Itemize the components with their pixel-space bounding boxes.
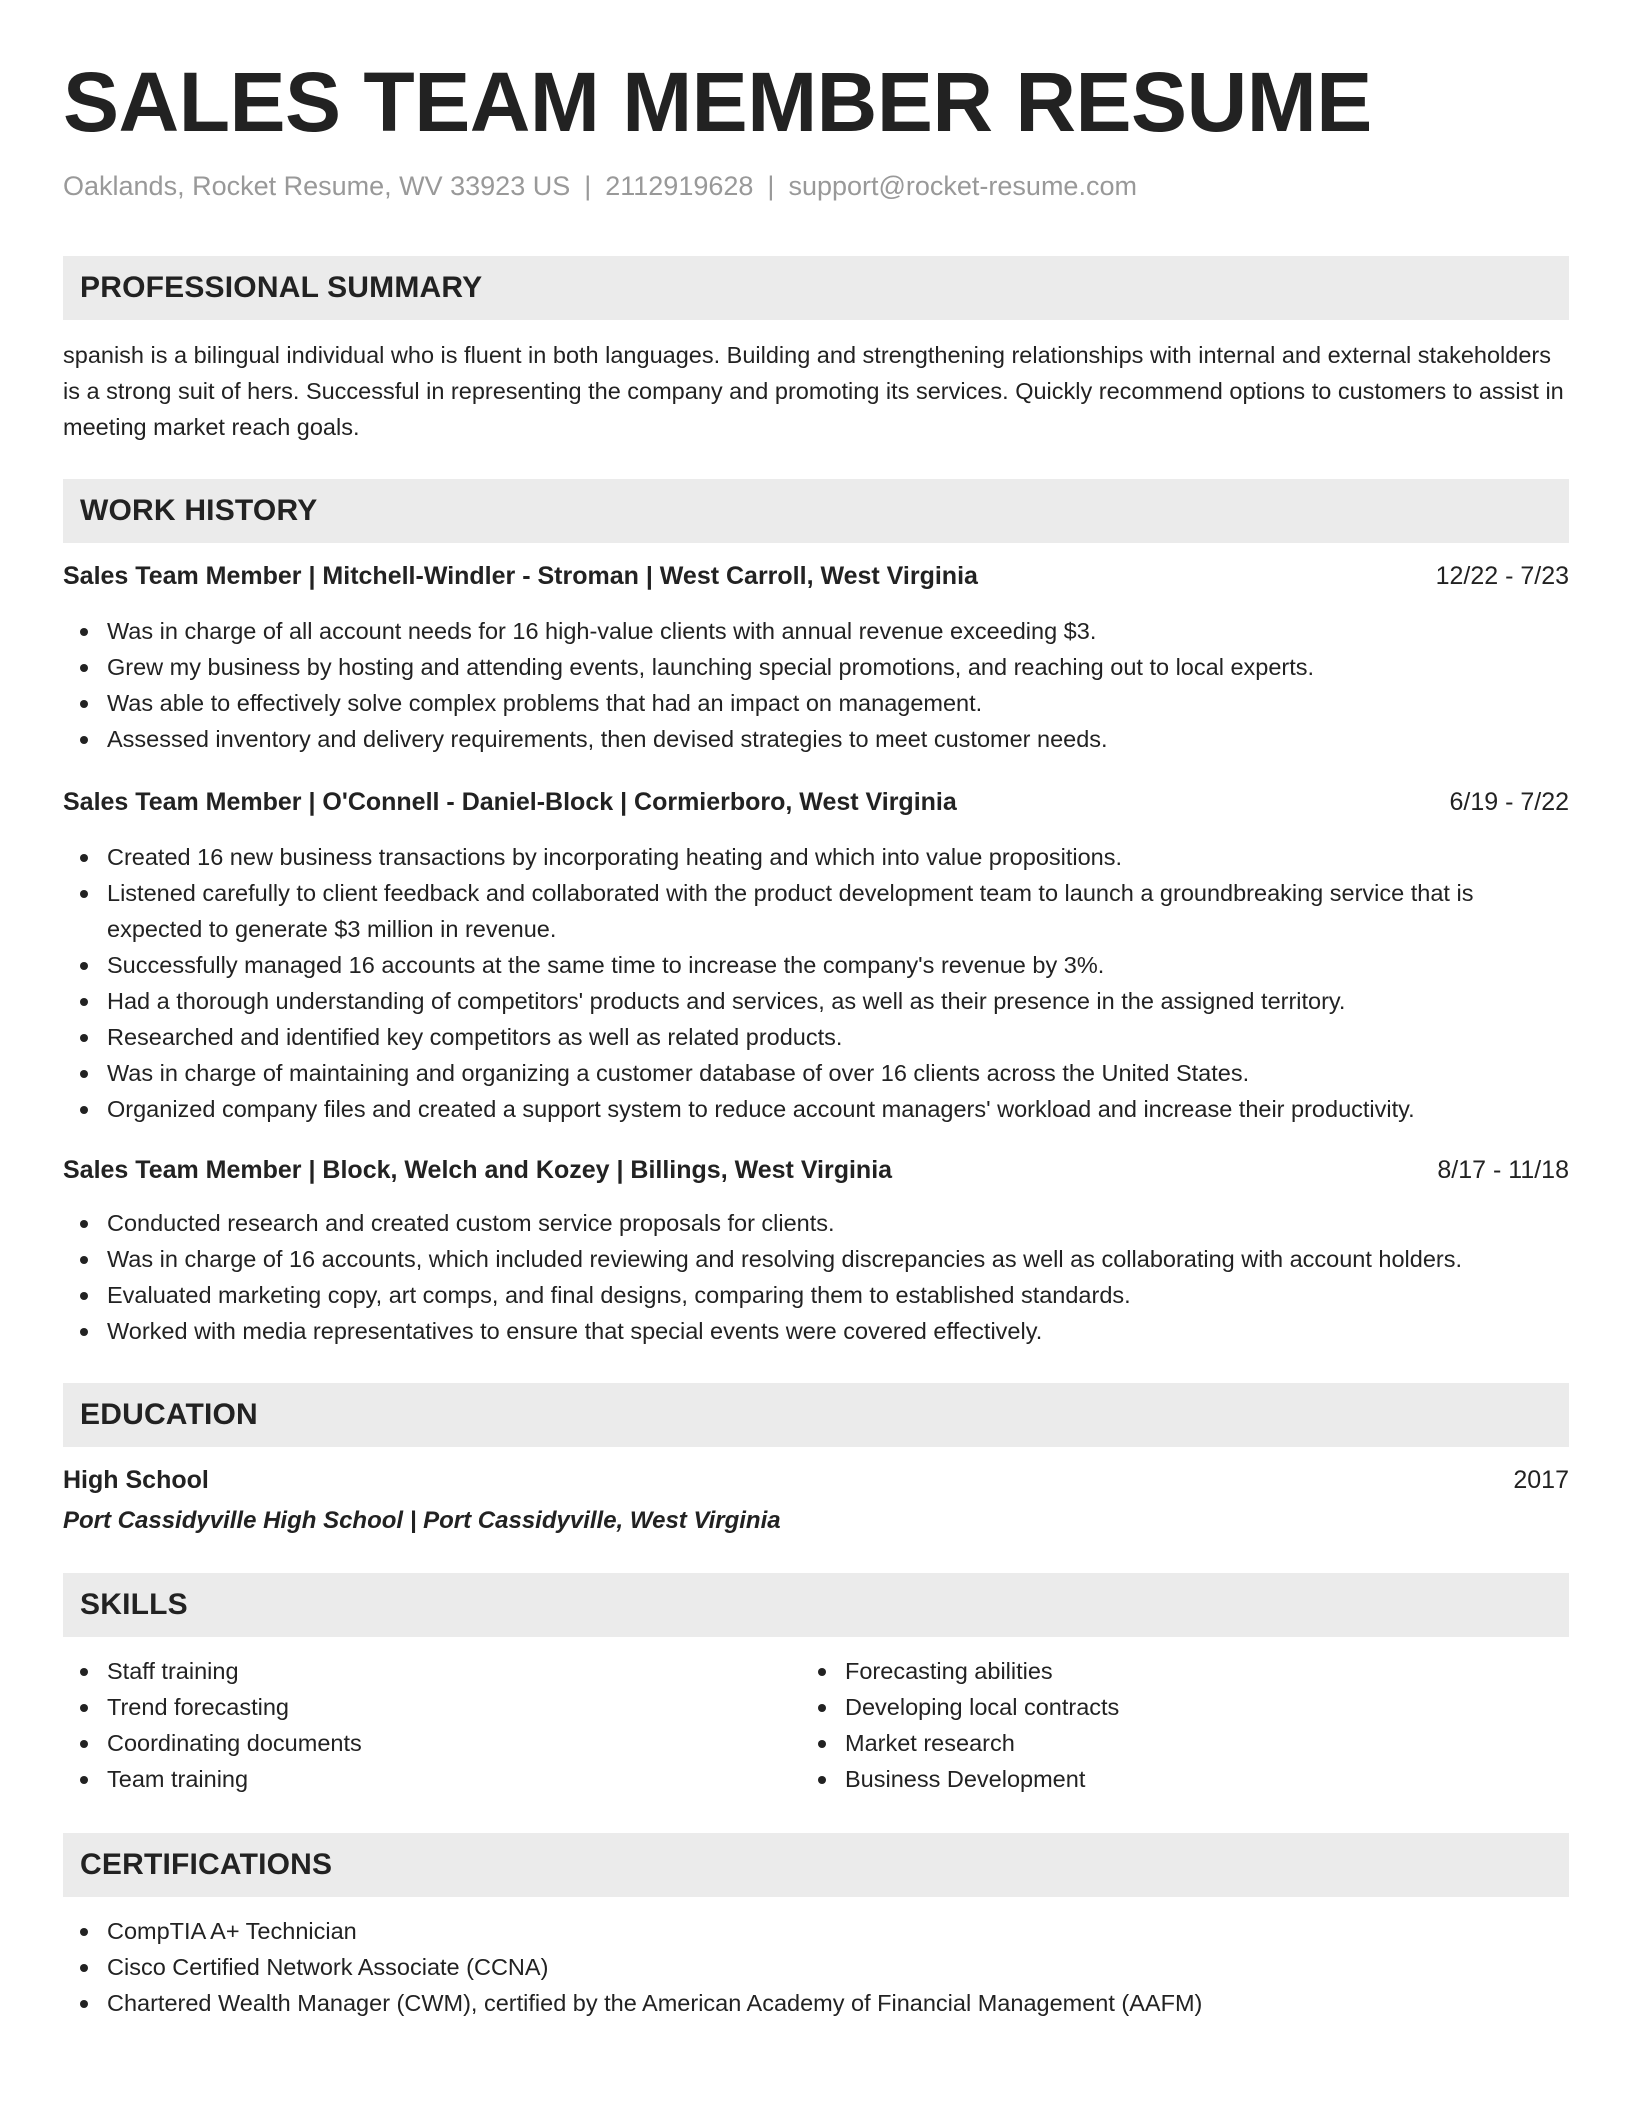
- contact-separator: |: [584, 171, 592, 201]
- education-degree: High School: [63, 1466, 209, 1495]
- job-bullets: [63, 613, 1569, 757]
- skill-item: [801, 1653, 1539, 1689]
- education-year: 2017: [1513, 1466, 1569, 1495]
- contact-email: support@rocket-resume.com: [788, 171, 1137, 201]
- job-title: Sales Team Member | Mitchell-Windler - Stroman | West Carroll, West Virginia: [63, 562, 978, 591]
- skill-item: [801, 1725, 1539, 1761]
- job-dates: 8/17 - 11/18: [1437, 1156, 1569, 1185]
- bullet-icon: [80, 736, 88, 744]
- skill-item: [63, 1653, 801, 1689]
- bullet-icon: [818, 1740, 826, 1748]
- job-bullets: [63, 1205, 1569, 1349]
- bullet-icon: [80, 1704, 88, 1712]
- section-header-work-history: WORK HISTORY: [63, 479, 1569, 543]
- job-header: [63, 787, 1569, 817]
- list-item: [63, 1055, 1569, 1091]
- bullet-icon: [80, 1964, 88, 1972]
- skill-text: Team training: [107, 1766, 249, 1793]
- bullet-text: Had a thorough understanding of competitors' products and services, as well as their presence in the assigned territory.: [107, 988, 1346, 1015]
- list-item: [63, 983, 1569, 1019]
- bullet-icon: [80, 1776, 88, 1784]
- resume-title: SALES TEAM MEMBER RESUME: [63, 55, 1372, 149]
- job-bullets: [63, 839, 1569, 1127]
- bullet-text: Was in charge of 16 accounts, which included reviewing and resolving discrepancies as well as collaborating with account holders.: [107, 1246, 1463, 1273]
- contact-line: [63, 170, 1569, 202]
- skill-text: Staff training: [107, 1658, 239, 1685]
- bullet-icon: [80, 1328, 88, 1336]
- skill-item: [63, 1725, 801, 1761]
- bullet-icon: [818, 1704, 826, 1712]
- job-entry: [63, 561, 1569, 757]
- skills-column-left: [63, 1653, 801, 1797]
- certification-text: Cisco Certified Network Associate (CCNA): [107, 1954, 549, 1981]
- bullet-text: Evaluated marketing copy, art comps, and final designs, comparing them to established standards.: [107, 1282, 1131, 1309]
- certification-text: Chartered Wealth Manager (CWM), certified by the American Academy of Financial Management (AAFM): [107, 1990, 1203, 2017]
- job-dates: 6/19 - 7/22: [1449, 788, 1569, 817]
- bullet-icon: [80, 854, 88, 862]
- skill-text: Market research: [845, 1730, 1015, 1757]
- bullet-text: Worked with media representatives to ensure that special events were covered effectively.: [107, 1318, 1043, 1345]
- skills-grid: [63, 1653, 1569, 1797]
- bullet-text: Organized company files and created a support system to reduce account managers' workload and increase their productivity.: [107, 1096, 1415, 1123]
- list-item: [63, 1091, 1569, 1127]
- bullet-icon: [80, 1034, 88, 1042]
- bullet-text: Was in charge of maintaining and organizing a customer database of over 16 clients across the United States.: [107, 1060, 1250, 1087]
- job-dates: 12/22 - 7/23: [1435, 562, 1569, 591]
- job-title: Sales Team Member | Block, Welch and Kozey | Billings, West Virginia: [63, 1156, 893, 1185]
- bullet-icon: [80, 664, 88, 672]
- list-item: [63, 875, 1569, 947]
- job-header: [63, 1155, 1569, 1185]
- bullet-icon: [80, 1256, 88, 1264]
- section-header-skills: SKILLS: [63, 1573, 1569, 1637]
- education-header: [63, 1465, 1569, 1495]
- bullet-icon: [80, 1070, 88, 1078]
- bullet-text: Created 16 new business transactions by incorporating heating and which into value propositions.: [107, 844, 1123, 871]
- summary-text: spanish is a bilingual individual who is fluent in both languages. Building and strengthening relationships with internal and external stakeholders is a strong suit of hers. Successful in representing the company and promoting its services. Quickly recommend options to customers to assist in meeting market reach goals.: [63, 342, 1564, 441]
- list-item: [63, 721, 1569, 757]
- bullet-text: Researched and identified key competitors as well as related products.: [107, 1024, 843, 1051]
- bullet-icon: [80, 1668, 88, 1676]
- job-header: [63, 561, 1569, 591]
- contact-separator: |: [767, 171, 775, 201]
- list-item: [63, 1277, 1569, 1313]
- bullet-icon: [80, 1106, 88, 1114]
- section-header-certifications: CERTIFICATIONS: [63, 1833, 1569, 1897]
- list-item: [63, 613, 1569, 649]
- skill-item: [801, 1761, 1539, 1797]
- skill-item: [801, 1689, 1539, 1725]
- list-item: [63, 649, 1569, 685]
- bullet-text: Was in charge of all account needs for 16 high-value clients with annual revenue exceeding $3.: [107, 618, 1097, 645]
- job-entry: [63, 1155, 1569, 1349]
- bullet-text: Listened carefully to client feedback and collaborated with the product development team to launch a groundbreaking service that is expected to generate $3 million in revenue.: [107, 880, 1474, 943]
- skill-text: Coordinating documents: [107, 1730, 362, 1757]
- skill-text: Business Development: [845, 1766, 1086, 1793]
- bullet-icon: [80, 1220, 88, 1228]
- education-school: Port Cassidyville High School | Port Cassidyville, West Virginia: [63, 1507, 781, 1535]
- list-item: [63, 839, 1569, 875]
- bullet-icon: [818, 1776, 826, 1784]
- bullet-icon: [80, 1740, 88, 1748]
- section-header-education: EDUCATION: [63, 1383, 1569, 1447]
- job-title: Sales Team Member | O'Connell - Daniel-Block | Cormierboro, West Virginia: [63, 788, 957, 817]
- bullet-icon: [80, 2000, 88, 2008]
- bullet-icon: [80, 998, 88, 1006]
- bullet-text: Successfully managed 16 accounts at the same time to increase the company's revenue by 3%.: [107, 952, 1105, 979]
- certification-text: CompTIA A+ Technician: [107, 1918, 357, 1945]
- skill-text: Developing local contracts: [845, 1694, 1120, 1721]
- list-item: [63, 685, 1569, 721]
- contact-address: Oaklands, Rocket Resume, WV 33923 US: [63, 171, 571, 201]
- certification-item: [63, 1913, 1569, 1949]
- bullet-icon: [80, 700, 88, 708]
- bullet-icon: [80, 890, 88, 898]
- job-entry: [63, 787, 1569, 1127]
- skill-text: Trend forecasting: [107, 1694, 289, 1721]
- bullet-text: Was able to effectively solve complex problems that had an impact on management.: [107, 690, 983, 717]
- bullet-text: Conducted research and created custom service proposals for clients.: [107, 1210, 835, 1237]
- certification-item: [63, 1949, 1569, 1985]
- contact-phone: 2112919628: [605, 171, 754, 201]
- bullet-text: Grew my business by hosting and attending events, launching special promotions, and reaching out to local experts.: [107, 654, 1315, 681]
- bullet-icon: [80, 628, 88, 636]
- bullet-text: Assessed inventory and delivery requirements, then devised strategies to meet customer needs.: [107, 726, 1108, 753]
- skills-column-right: [801, 1653, 1539, 1797]
- list-item: [63, 1205, 1569, 1241]
- bullet-icon: [80, 1928, 88, 1936]
- list-item: [63, 1241, 1569, 1277]
- education-entry: [63, 1465, 1569, 1535]
- bullet-icon: [80, 1292, 88, 1300]
- list-item: [63, 947, 1569, 983]
- skill-text: Forecasting abilities: [845, 1658, 1053, 1685]
- certifications-list: [63, 1913, 1569, 2021]
- list-item: [63, 1019, 1569, 1055]
- bullet-icon: [818, 1668, 826, 1676]
- list-item: [63, 1313, 1569, 1349]
- bullet-icon: [80, 962, 88, 970]
- skill-item: [63, 1761, 801, 1797]
- section-header-summary: PROFESSIONAL SUMMARY: [63, 256, 1569, 320]
- certification-item: [63, 1985, 1569, 2021]
- skill-item: [63, 1689, 801, 1725]
